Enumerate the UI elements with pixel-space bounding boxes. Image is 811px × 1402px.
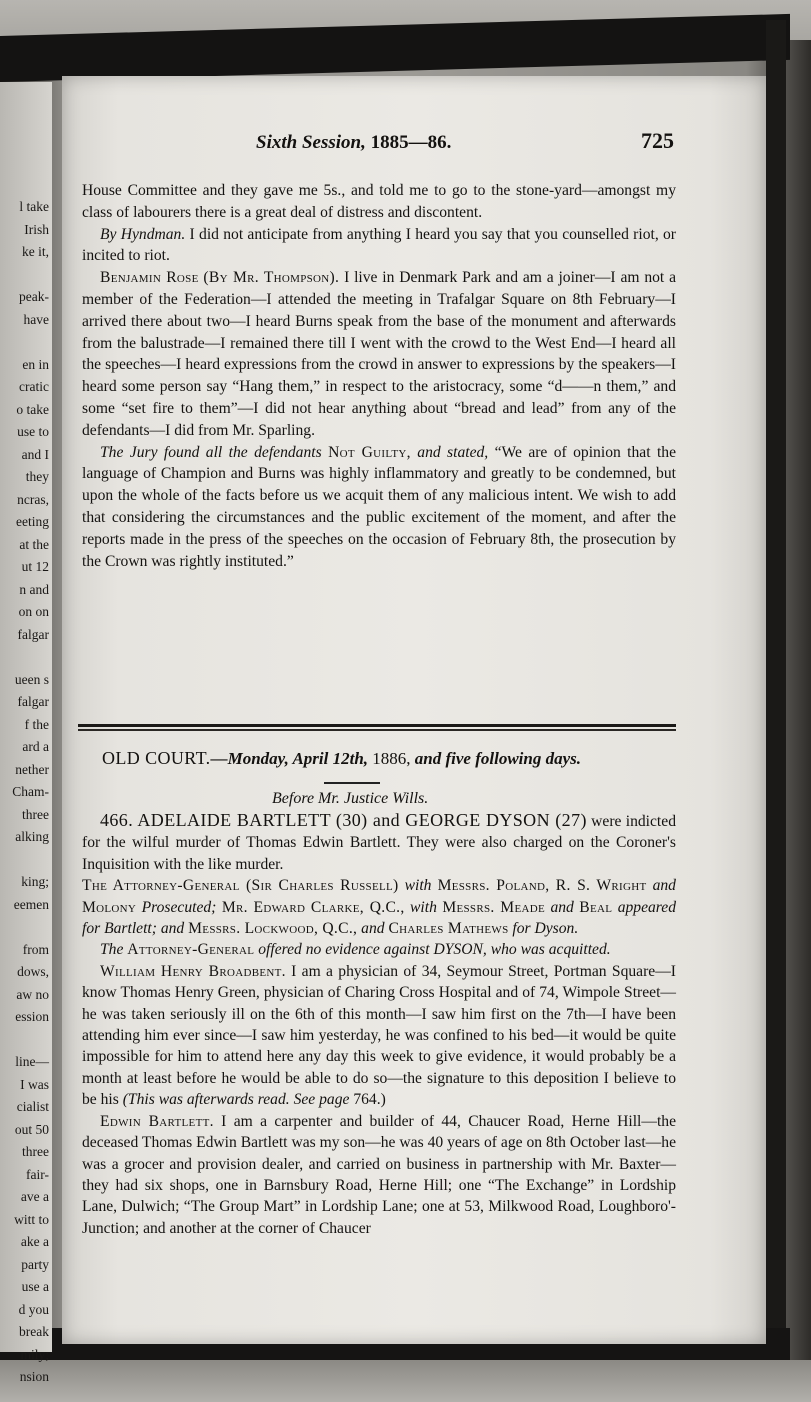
facing-page-fragment: party [21, 1256, 49, 1272]
page-header [62, 128, 766, 158]
facing-page-fragment: ueen s [14, 671, 49, 687]
acquittal-paragraph: The Attorney-General offered no evidence against DYSON, who was acquitted. [100, 941, 611, 959]
scan-right-edge [766, 20, 786, 1350]
facing-page-fragment: use to [17, 424, 49, 439]
facing-page-fragment: nsion [19, 1369, 49, 1384]
facing-page-fragment: they [25, 469, 49, 484]
court-name: OLD COURT. [102, 748, 211, 768]
facing-page-fragment: eeting [16, 514, 49, 529]
witness-name: Edwin Bartlett. [100, 1112, 214, 1130]
broadbent-testimony: William Henry Broadbent. I am a physician of 34, Seymour Street, Portman Square—I know Thomas Henry Green, physician of Charing Cross Hospital and of 74, Wimpole Street—he was taken seriously ill on the 6th of this month—I saw him first on the 7th—I have been attending him ever since—I saw him yesterday, he was confined to his bed—it would be quite impossible for him to attend here any day this week to give evidence, it would probably be a month at least before he would be able to do so—the signature to this deposition I believe to be his (This was afterwards read. See page 764.) [82, 962, 676, 1109]
running-head: Sixth Session, 1885—86. [256, 132, 452, 153]
facing-page-fragment: Irish [24, 221, 49, 237]
paragraph-stoneyard: House Committee and they gave me 5s., and told me to go to the stone-yard—amongst my class of labourers there is a great deal of distress and discontent. [82, 182, 676, 221]
counsel-paragraph: The Attorney-General (Sir Charles Russell) with Messrs. Poland, R. S. Wright and Molony Prosecuted; Mr. Edward Clarke, Q.C., with Messrs. Meade and Beal appeared for Bartlett; and Messrs. Lockwood, Q.C., and Charles Mathews for Dyson. [82, 877, 677, 938]
facing-page-fragment: ard a [22, 739, 49, 754]
facing-page-fragment: ave a [20, 1189, 49, 1204]
session-years: 1885—86. [370, 132, 452, 153]
cross-examiner: By Hyndman. [100, 225, 186, 243]
divider-thick-rule [78, 724, 676, 727]
court-date: —Monday, April 12th, [210, 749, 369, 768]
facing-page-fragment: king; [21, 874, 49, 889]
case-466 [82, 810, 676, 1239]
facing-page-fragment: falgar [17, 626, 49, 642]
facing-page-fragment: falgar [17, 694, 49, 709]
facing-page-fragment: dows, [17, 964, 49, 979]
facing-page-fragment: eemen [13, 896, 49, 912]
facing-page-fragment: three [22, 806, 49, 822]
facing-page-fragment: from [22, 941, 49, 957]
facing-page-fragment: d you [18, 1301, 49, 1317]
facing-page-fragment: en in [22, 356, 49, 372]
document-page [62, 76, 766, 1344]
facing-page-fragment: ake a [20, 1234, 49, 1249]
case-title: 466. ADELAIDE BARTLETT (30) and GEORGE DYSON (27) [100, 810, 587, 830]
facing-page-fragment: ke it, [22, 244, 49, 259]
facing-page-fragment: f the [24, 716, 49, 732]
page-number: 725 [641, 128, 674, 153]
facing-page-fragment: out 50 [14, 1121, 49, 1137]
witness-name: Benjamin Rose [100, 269, 199, 287]
acquitted-defendant: DYSON, [433, 941, 487, 959]
divider-thin-rule [78, 729, 676, 731]
facing-page-fragment: and I [21, 446, 49, 462]
facing-page-fragment: alking [15, 829, 49, 844]
facing-page-fragment: peak- [19, 289, 49, 304]
testimony-continuation [82, 180, 676, 572]
facing-page-fragment: ession [15, 1009, 49, 1024]
paragraph-hyndman: By Hyndman. I did not anticipate from anything I heard you say that you counselled riot, or incited to riot. [82, 225, 676, 265]
facing-page-fragment: cialist [16, 1099, 49, 1114]
short-divider [324, 782, 380, 784]
paragraph-rose: Benjamin Rose (By Mr. Thompson). I live in Denmark Park and am a joiner—I am not a member of the Federation—I attended the meeting in Trafalgar Square on 8th February—I arrived there about two—I heard Burns speak from the base of the monument and afterwards from the balustrade—I remained there till I went with the crowd to the West End—I heard all the speeches—I heard expressions from the crowd in answer to expressions by the speakers—I heard some person say “Hang them,” in respect to the aristocracy, some “d——n them,” and some “set fire to them”—I did not hear anything about “bread and lead” from any of the defendants—I did from Mr. Sparling. [82, 269, 676, 439]
facing-page-fragment: o take [16, 401, 49, 417]
facing-page-fragment: fair- [26, 1166, 49, 1182]
case-title-paragraph: 466. ADELAIDE BARTLETT (30) and GEORGE DYSON (27) were indicted for the wilful murder of Thomas Edwin Bartlett. They were also charged on the Coroner's Inquisition with the like murder. [82, 810, 676, 873]
examined-by: (By Mr. Thompson). [203, 269, 340, 287]
presiding-judge: Before Mr. Justice Wills. [272, 790, 429, 807]
facing-page-fragment: on on [18, 604, 49, 619]
facing-page-fragment: line— [15, 1054, 49, 1069]
facing-page-fragment: have [23, 311, 49, 327]
facing-page-fragment: ut 12 [21, 559, 49, 574]
facing-page-fragment: I was [20, 1076, 49, 1092]
verdict: Not Guilty, [328, 443, 411, 461]
paragraph-verdict: The Jury found all the defendants Not Guilty, and stated, “We are of opinion that the language of Champion and Burns was highly inflammatory and greatly to be condemned, but upon the whole of the facts before us we acquit them of any malicious intent. We wish to add that considering the circumstances and the public excitement of the moment, and after the reports made in the press of the speeches on the occasion of February 8th, the prosecution by the Crown was rightly instituted.” [82, 443, 677, 570]
facing-page-fragment: break [19, 1324, 49, 1339]
facing-page-fragment: nether [15, 761, 49, 777]
bartlett-testimony: Edwin Bartlett. I am a carpenter and builder of 44, Chaucer Road, Herne Hill—the deceased Thomas Edwin Bartlett was my son—he was 40 years of age on 8th October last—he was a grocer and provision dealer, and carried on business in partnership with Mr. Baxter—they had six shops, one in Barnsbury Road, Herne Hill; one “The Exchange” in Lordship Lane, Dulwich; “The Group Mart” in Lordship Lane; one at 53, Milkwood Road, Loughboro'-Junction; and another at the corner of Chaucer [82, 1112, 676, 1237]
facing-page-fragment: Cham- [12, 784, 49, 799]
court-duration: and five following days. [414, 749, 581, 768]
facing-page-fragment: at the [19, 536, 49, 552]
facing-page-fragment: aw no [16, 986, 49, 1002]
facing-page-fragment: n and [19, 581, 49, 597]
film-bottom-edge [0, 1360, 811, 1402]
facing-page-fragment: ncras, [17, 491, 49, 507]
facing-page-fragment: use a [21, 1279, 49, 1294]
court-year: 1886, [372, 749, 411, 768]
facing-page-fragment: cratic [19, 379, 49, 394]
witness-name: William Henry Broadbent. [100, 962, 286, 980]
facing-page-fragment: three [22, 1144, 49, 1159]
court-heading [102, 748, 662, 769]
section-divider [78, 724, 676, 732]
facing-page-margin [0, 82, 52, 1384]
facing-page-fragment: witt to [14, 1211, 49, 1227]
facing-page-fragment: l take [19, 199, 49, 214]
facing-page-fragment: mily; [20, 1346, 49, 1362]
